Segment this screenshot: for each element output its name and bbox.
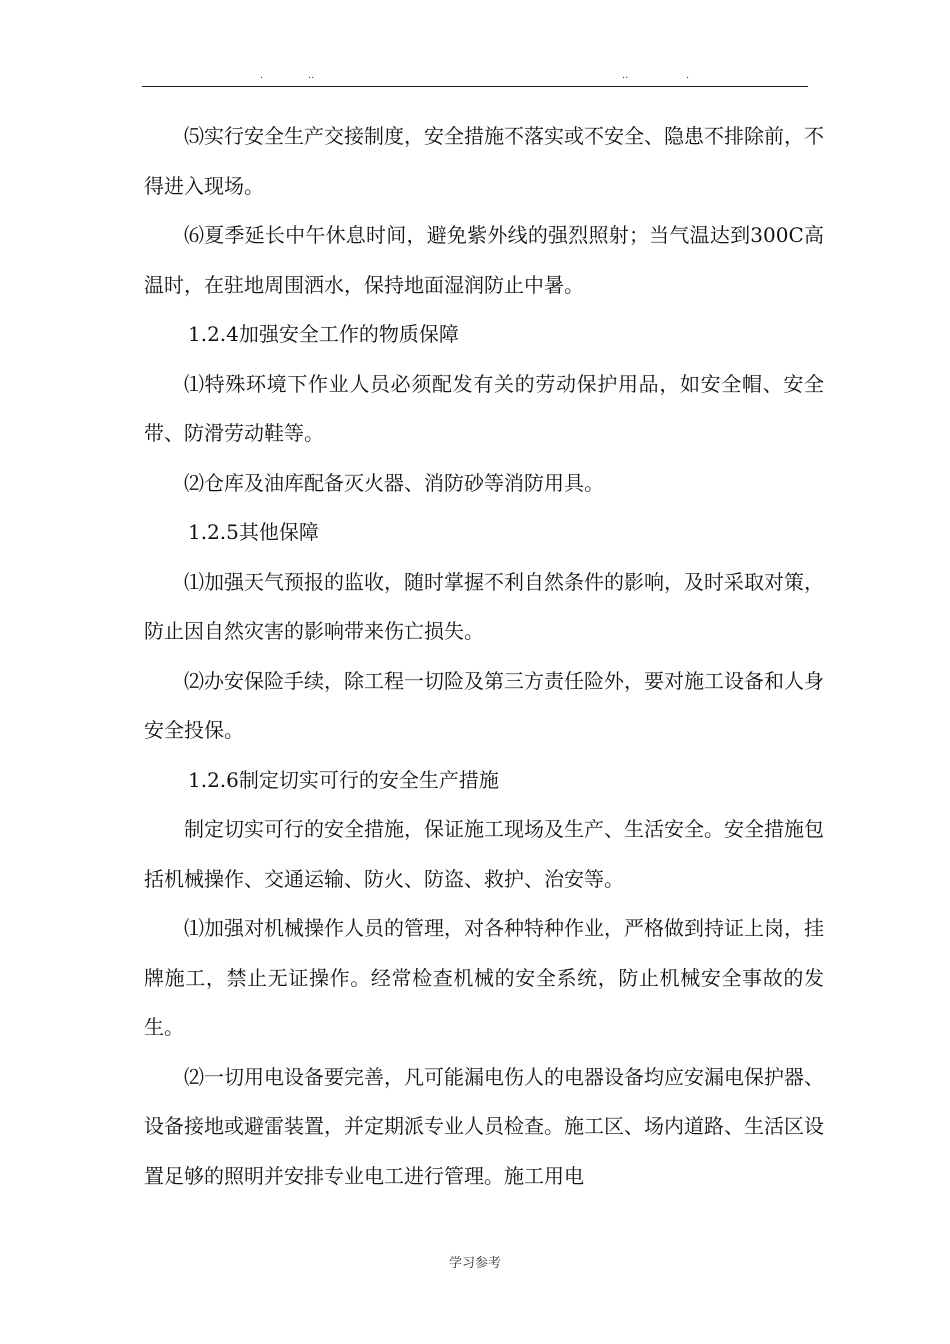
paragraph-electrical: ⑵一切用电设备要完善，凡可能漏电伤人的电器设备均应安漏电保护器、设备接地或避雷装置，并定期派专业人员检查。施工区、场内道路、生活区设置足够的照明并安排专业电工进行管理。施工用电	[144, 1064, 824, 1188]
section-heading-1-2-4: 1.2.4加强安全工作的物质保障	[188, 322, 459, 346]
section-heading-1-2-6: 1.2.6制定切实可行的安全生产措施	[188, 767, 499, 792]
paragraph-weather: ⑴加强天气预报的监收，随时掌握不利自然条件的影响，及时采取对策，防止因自然灾害的影响带来伤亡损失。	[144, 569, 824, 643]
header-mark: ..	[308, 70, 315, 81]
paragraph-insurance: ⑵办安保险手续，除工程一切险及第三方责任险外，要对施工设备和人身安全投保。	[144, 668, 824, 742]
paragraph-protective-gear: ⑴特殊环境下作业人员必须配发有关的劳动保护用品，如安全帽、安全带、防滑劳动鞋等。	[144, 371, 824, 445]
page-footer: 学习参考	[448, 1256, 501, 1271]
paragraph-machine-operators: ⑴加强对机械操作人员的管理，对各种特种作业，严格做到持证上岗，挂牌施工，禁止无证操作。经常检查机械的安全系统，防止机械安全事故的发生。	[144, 916, 824, 1039]
header-mark: .	[260, 70, 264, 81]
paragraph-5: ⑸实行安全生产交接制度，安全措施不落实或不安全、隐患不排除前，不得进入现场。	[144, 124, 824, 198]
header-mark: .	[686, 70, 690, 81]
header-mark: ..	[622, 70, 629, 81]
paragraph-fire-equipment: ⑵仓库及油库配备灭火器、消防砂等消防用具。	[184, 470, 604, 495]
paragraph-safety-measures: 制定切实可行的安全措施，保证施工现场及生产、生活安全。安全措施包括机械操作、交通运输、防火、防盗、救护、治安等。	[144, 817, 824, 891]
document-body	[144, 112, 824, 1201]
paragraph-6: ⑹夏季延长中午休息时间，避免紫外线的强烈照射；当气温达到300C高温时，在驻地周围洒水，保持地面湿润防止中暑。	[144, 223, 824, 297]
page-header-marks	[142, 70, 808, 84]
header-rule	[142, 86, 808, 87]
section-heading-1-2-5: 1.2.5其他保障	[188, 520, 319, 544]
